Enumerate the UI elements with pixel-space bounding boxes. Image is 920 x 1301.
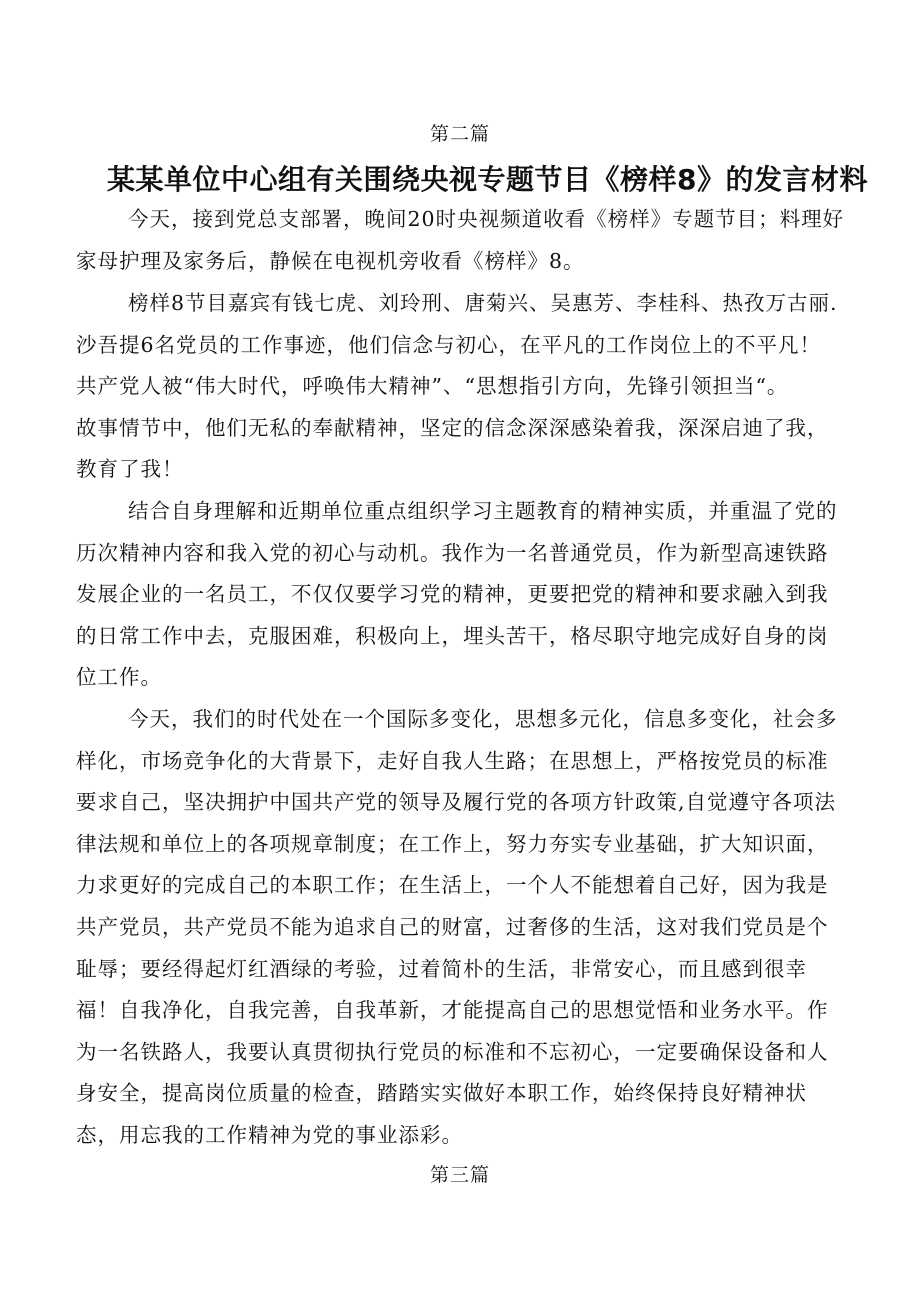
paragraph-line: 福！自我净化，自我完善，自我革新，才能提高自己的思想觉悟和业务水平。作 <box>76 998 829 1023</box>
paragraph-2 <box>76 283 856 491</box>
paragraph-line: 故事情节中，他们无私的奉献精神，坚定的信念深深感染着我，深深启迪了我， <box>76 415 829 440</box>
paragraph-1 <box>76 199 856 282</box>
paragraph-line: 结合自身理解和近期单位重点组织学习主题教育的精神实质，并重温了党的 <box>128 499 838 523</box>
section-heading-3: 第三篇 <box>429 1164 490 1186</box>
paragraph-line: 耻辱；要经得起灯红酒绿的考验，过着简朴的生活，非常安心，而且感到很幸 <box>76 956 807 981</box>
paragraph-line: 律法规和单位上的各项规章制度；在工作上，努力夯实专业基础，扩大知识面， <box>76 831 829 856</box>
paragraph-line: 要求自己，坚决拥护中国共产党的领导及履行党的各项方针政策,自觉遵守各项法 <box>76 790 837 815</box>
paragraph-line: 历次精神内容和我入党的初心与动机。我作为一名普通党员，作为新型高速铁路 <box>76 540 829 565</box>
paragraph-line: 身安全，提高岗位质量的检查，踏踏实实做好本职工作，始终保持良好精神状 <box>76 1081 807 1106</box>
paragraph-3 <box>76 491 856 699</box>
paragraph-4 <box>76 699 856 1157</box>
paragraph-line: 共产党人被“伟大时代，呼唤伟大精神”、“思想指引方向，先锋引领担当“。 <box>76 374 789 399</box>
paragraph-line: 样化，市场竞争化的大背景下，走好自我人生路；在思想上，严格按党员的标准 <box>76 748 829 773</box>
paragraph-line: 共产党员，共产党员不能为追求自己的财富，过奢侈的生活，这对我们党员是个 <box>76 914 829 939</box>
paragraph-line: 今天，我们的时代处在一个国际多变化，思想多元化，信息多变化，社会多 <box>128 707 838 731</box>
paragraph-line: 教育了我！ <box>76 457 184 482</box>
document-title: 某某单位中心组有关围绕央视专题节目《榜样8》的发言材料 <box>107 163 868 196</box>
paragraph-line: 位工作。 <box>76 665 162 690</box>
paragraph-line: 沙吾提6名党员的工作事迹，他们信念与初心，在平凡的工作岗位上的不平凡！ <box>76 332 822 357</box>
section-heading-2: 第二篇 <box>429 123 490 145</box>
paragraph-line: 发展企业的一名员工，不仅仅要学习党的精神，更要把党的精神和要求融入到我 <box>76 582 829 607</box>
paragraph-line: 家母护理及家务后，静候在电视机旁收看《榜样》8。 <box>76 248 585 273</box>
paragraph-line: 榜样8节目嘉宾有钱七虎、刘玲刑、唐菊兴、吴惠芳、李桂科、热孜万古丽. <box>128 291 838 315</box>
paragraph-line: 为一名铁路人，我要认真贯彻执行党员的标准和不忘初心，一定要确保设备和人 <box>76 1039 829 1064</box>
paragraph-line: 力求更好的完成自己的本职工作；在生活上，一个人不能想着自己好，因为我是 <box>76 873 829 898</box>
paragraph-line: 态，用忘我的工作精神为党的事业添彩。 <box>76 1122 463 1147</box>
paragraph-line: 的日常工作中去，克服困难，积极向上，埋头苦干，格尽职守地完成好自身的岗 <box>76 623 829 648</box>
paragraph-line: 今天，接到党总支部署，晚间20时央视频道收看《榜样》专题节目；料理好 <box>128 207 845 231</box>
